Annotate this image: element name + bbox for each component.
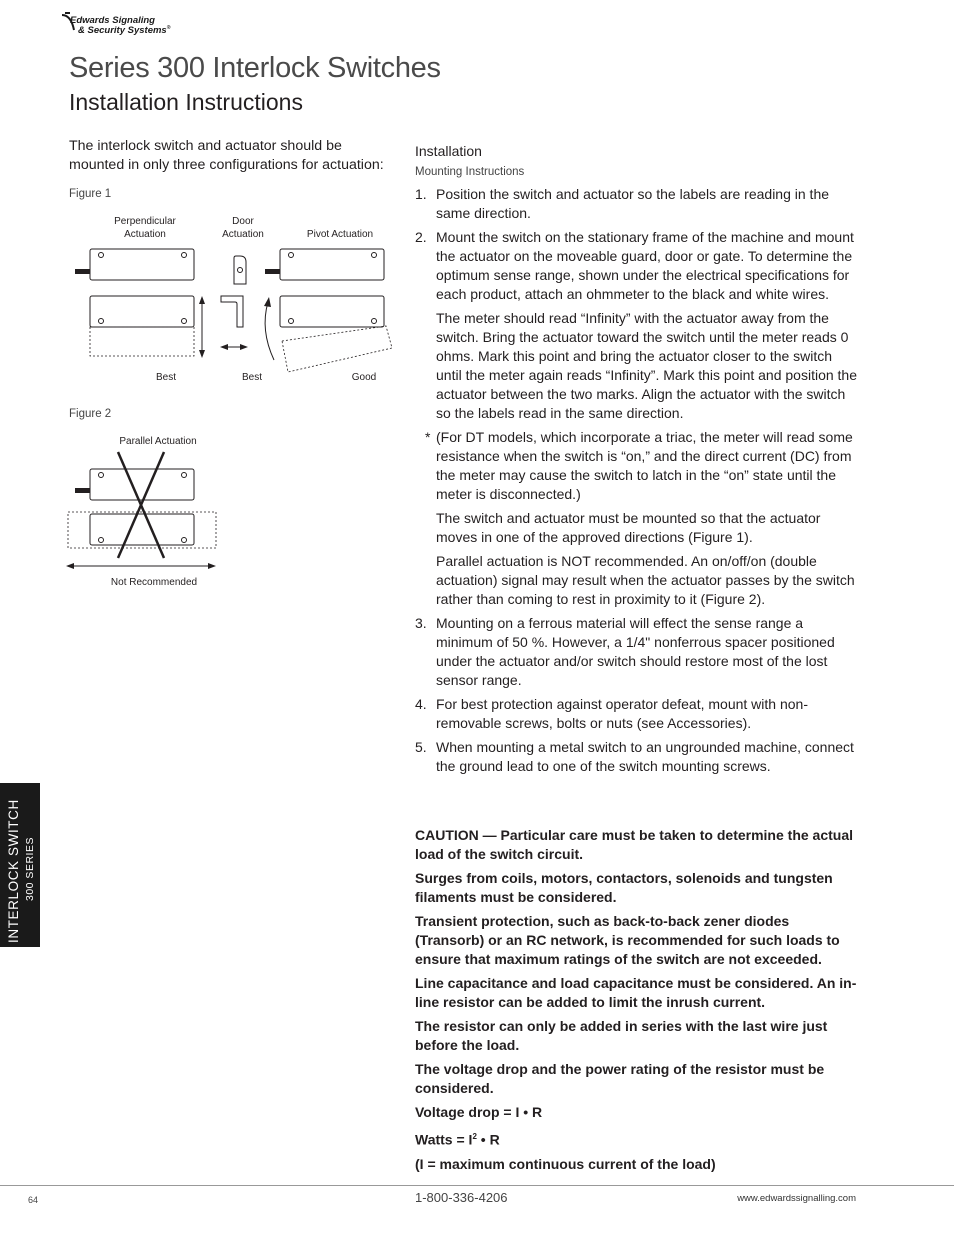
caution-paragraph-5: The resistor can only be added in series with the last wire just before the load. xyxy=(415,1018,828,1053)
parallel-actuator xyxy=(68,512,216,548)
step-text-directions: The switch and actuator must be mounted so that the actuator moves in one of the approved directions (Figure 1). xyxy=(436,510,821,545)
step-text: For best protection against operator defeat, mount with non-removable screws, bolts or nuts (see Accessories). xyxy=(436,696,808,731)
logo-line-1: Edwards Signaling xyxy=(70,15,155,26)
figure-2-label: Figure 2 xyxy=(69,408,112,420)
step-number: 4. xyxy=(415,696,427,712)
caution-paragraph-4: Line capacitance and load capacitance must be considered. An in-line resistor can be added to limit the inrush current. xyxy=(415,975,857,1010)
pivot-arc-arrow-icon xyxy=(264,297,274,360)
page-subtitle: Installation Instructions xyxy=(69,89,303,115)
note-asterisk: * xyxy=(425,429,431,445)
step-text-parallel: Parallel actuation is NOT recommended. An on/off/on (double actuation) signal may result when the actuator passes by the switch rather than coming to rest in proximity to it (Figure 2). xyxy=(436,553,855,607)
figure-1-label: Figure 1 xyxy=(69,188,112,200)
mounting-subheading: Mounting Instructions xyxy=(415,166,525,178)
fig1-rating-pivot: Good xyxy=(351,372,377,383)
fig1-perp-label-2: Actuation xyxy=(124,229,166,240)
step-text: When mounting a metal switch to an ungrounded machine, connect the ground lead to one of the switch mounting screws. xyxy=(436,739,854,774)
fig1-door-label-2: Actuation xyxy=(222,229,264,240)
instruction-step-3 xyxy=(415,614,860,690)
brand-logo xyxy=(60,12,190,38)
fig1-rating-door: Best xyxy=(241,372,263,383)
instruction-step-2 xyxy=(415,228,860,609)
step-number: 3. xyxy=(415,615,427,631)
section-side-tab xyxy=(0,783,40,947)
horizontal-arrow-icon xyxy=(220,344,248,350)
step-number: 2. xyxy=(415,229,427,245)
step-text: Mounting on a ferrous material will effect the sense range a minimum of 50 %. However, a 1/4" nonferrous spacer positioned under the actuator and/or switch should restore most of the lost sensor range. xyxy=(436,615,835,688)
door-switch xyxy=(221,256,246,327)
page-number: 64 xyxy=(28,1195,39,1205)
double-arrow-icon xyxy=(66,563,216,569)
logo-line-2: & Security Systems® xyxy=(78,25,171,37)
instruction-list xyxy=(415,185,860,776)
vertical-arrow-icon xyxy=(199,296,205,358)
footer-website: www.edwardssignalling.com xyxy=(737,1193,856,1204)
fig1-rating-perp: Best xyxy=(155,372,177,383)
formula-watts: Watts = $I^2$ • R xyxy=(415,1131,500,1148)
instruction-step-5 xyxy=(415,738,860,776)
caution-section xyxy=(415,826,860,1179)
side-tab-title: INTERLOCK SWITCH xyxy=(6,799,21,943)
fig2-rating: Not Recommended xyxy=(110,577,198,588)
perpendicular-actuator xyxy=(90,296,194,356)
caution-paragraph-1: CAUTION — Particular care must be taken to determine the actual load of the switch circuit. xyxy=(415,827,854,862)
fig1-perp-label-1: Perpendicular xyxy=(114,216,176,227)
fig1-door-label-1: Door xyxy=(232,216,254,227)
installation-section xyxy=(415,143,860,781)
figure-2-diagram xyxy=(60,430,240,590)
instruction-step-4 xyxy=(415,695,860,733)
footer-phone: 1-800-336-4206 xyxy=(415,1190,508,1205)
caution-paragraph-3: Transient protection, such as back-to-back zener diodes (Transorb) or an RC network, is recommended for such loads to ensure that maximum ratings of the switch are not exceeded. xyxy=(415,913,840,967)
step-number: 5. xyxy=(415,739,427,755)
step-number: 1. xyxy=(415,186,427,202)
step-text: Position the switch and actuator so the labels are reading in the same direction. xyxy=(436,186,830,221)
footer-divider xyxy=(0,1185,954,1186)
pivot-switch xyxy=(265,249,384,280)
page-title: Series 300 Interlock Switches xyxy=(69,52,441,84)
caution-paragraph-6: The voltage drop and the power rating of the resistor must be considered. xyxy=(415,1061,825,1096)
parallel-switch xyxy=(75,469,194,500)
pivot-actuator xyxy=(280,296,392,372)
dt-model-note: * (For DT models, which incorporate a triac, the meter will read some resistance when the switch is “on,” and the direct current (DC) from the meter may cause the switch to latch in the “on” state until the meter is disconnected.) xyxy=(425,429,853,502)
side-tab-series: 300 SERIES xyxy=(24,837,36,901)
caution-paragraph-2: Surges from coils, motors, contactors, solenoids and tungsten filaments must be considered. xyxy=(415,870,833,905)
figure-1-diagram xyxy=(60,208,400,388)
step-text: Mount the switch on the stationary frame of the machine and mount the actuator on the moveable guard, door or gate. To determine the optimum sense range, shown under the electrical specifications for each product, attach an ohmmeter to the black and white wires. xyxy=(436,229,854,302)
step-text-meter: The meter should read “Infinity” with the actuator away from the switch. Bring the actuator toward the switch until the meter reads 0 ohms. Mark this point and bring the actuator closer to the switch until the meter again reads “Infinity”. Mark this point and position the actuator between the two marks. Align the actuator with the switch so the labels read in the same direction. xyxy=(436,310,857,421)
fig2-caption: Parallel Actuation xyxy=(119,436,197,447)
installation-heading: Installation xyxy=(415,143,482,159)
formula-definition: (I = maximum continuous current of the load) xyxy=(415,1155,716,1172)
formula-voltage-drop: Voltage drop = I • R xyxy=(415,1104,543,1120)
intro-paragraph: The interlock switch and actuator should be mounted in only three configurations for actuation: xyxy=(69,138,384,173)
perpendicular-switch xyxy=(75,249,194,280)
fig1-pivot-label: Pivot Actuation xyxy=(306,229,374,240)
instruction-step-1 xyxy=(415,185,860,223)
